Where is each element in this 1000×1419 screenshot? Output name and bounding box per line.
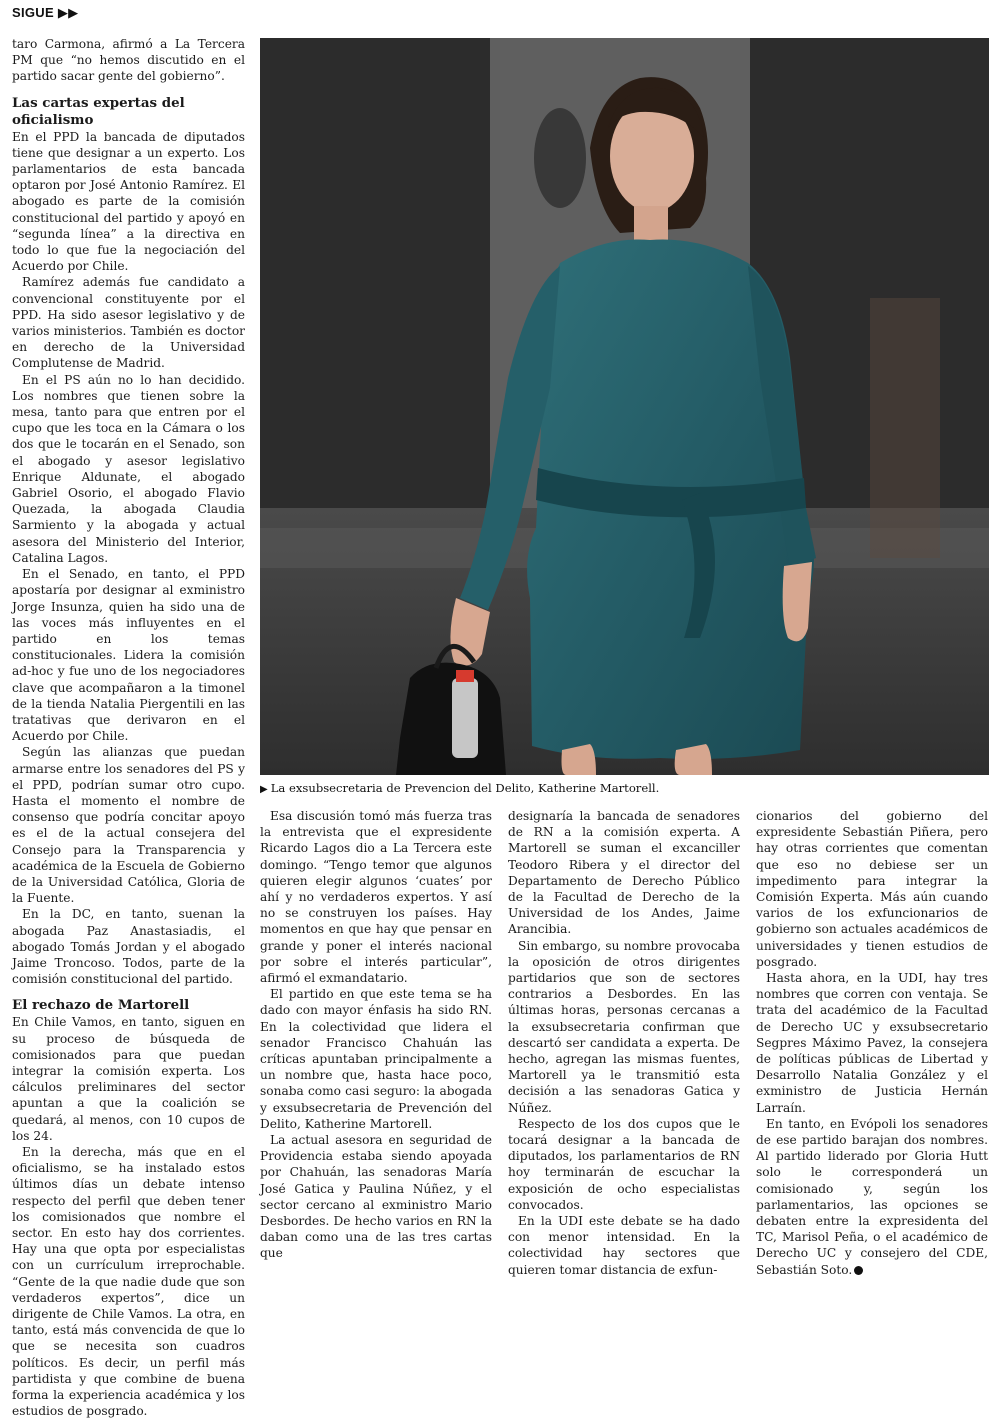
paragraph: taro Carmona, afirmó a La Tercera PM que “no hemos discutido en el partido sacar gente del gobierno”. bbox=[12, 37, 245, 84]
paragraph: En el PS aún no lo han decidido. Los nombres que tienen sobre la mesa, tanto para que entren por el cupo que les toca en la Cámara o los dos que le tocarán en el Senado, son el abogado y asesor legislativo Enrique Aldunate, el abogado Gabriel Osorio, el abogado Flavio Quezada, la abogada Claudia Sarmiento y la abogada y actual asesora del Ministerio del Interior, Catalina Lagos. bbox=[12, 372, 245, 565]
paragraph: Ramírez además fue candidato a convencional constituyente por el PPD. Ha sido asesor legislativo y de varios ministerios. También es doctor en derecho de la Universidad Complutense de Madrid. bbox=[12, 275, 245, 371]
subheading-cartas-expertas: Las cartas expertas del oficialismo bbox=[12, 94, 185, 128]
paragraph bbox=[756, 1116, 988, 1278]
paragraph: En la DC, en tanto, suenan la abogada Paz Anastasiadis, el abogado Tomás Jordan y el abogado Jaime Troncoso. Todos, parte de la comisión constitucional del partido. bbox=[12, 907, 245, 987]
paragraph: En Chile Vamos, en tanto, siguen en su proceso de búsqueda de comisionados para que puedan integrar la comisión experta. Los cálculos preliminares del sector apuntan a que la coalición se quedará, al menos, con 10 cupos de los 24. bbox=[12, 1015, 245, 1143]
article-column-4 bbox=[756, 808, 988, 1278]
photo-caption bbox=[260, 781, 989, 795]
sigue-label: SIGUE ▶▶ bbox=[12, 5, 79, 20]
article-photo bbox=[260, 38, 989, 775]
paragraph: Respecto de los dos cupos que le tocará designar a la bancada de diputados, los parlamentarios de RN hoy terminarán de escuchar la exposición de ocho especialistas convocados. bbox=[508, 1116, 740, 1212]
paragraph: En el PPD la bancada de diputados tiene que designar a un experto. Los parlamentarios de esta bancada optaron por José Antonio Ramírez. El abogado es parte de la comisión constitucional del partido y apoyó en “segunda línea” a la directiva en todo lo que fue la negociación del Acuerdo por Chile. bbox=[12, 129, 245, 274]
paragraph: cionarios del gobierno del expresidente Sebastián Piñera, pero hay otras corrientes que comentan que eso no debiese ser un impedimento para integrar la Comisión Experta. Más aún cuando varios de los exfuncionarios de gobierno son actuales académicos de universidades y tienen estudios de posgrado. bbox=[756, 809, 988, 969]
article-column-left bbox=[12, 36, 245, 1419]
paragraph: La actual asesora en seguridad de Providencia estaba siendo apoyada por Chahuán, las senadoras María José Gatica y Paulina Núñez, y el sector cercano al exministro Mario Desbordes. De hecho varios en RN la daban como una de las tres cartas que bbox=[260, 1133, 492, 1261]
end-of-article-icon bbox=[854, 1266, 863, 1275]
paragraph: El partido en que este tema se ha dado con mayor énfasis ha sido RN. En la colectividad que lidera el senador Francisco Chahuán las críticas apuntaban principalmente a un nombre que, hasta hace poco, sonaba como casi seguro: la abogada y exsubsecretaria de Prevención del Delito, Katherine Martorell. bbox=[260, 987, 492, 1131]
subheading-rechazo-martorell: El rechazo de Martorell bbox=[12, 997, 190, 1014]
photo-illustration bbox=[260, 38, 989, 775]
paragraph: Hasta ahora, en la UDI, hay tres nombres que corren con ventaja. Se trata del académico de la Facultad de Derecho UC y exsubsecretario Segpres Máximo Pavez, la consejera de políticas públicas de Libertad y Desarrollo Natalia González y el exministro de Justicia Hernán Larraín. bbox=[756, 971, 988, 1115]
paragraph: designaría la bancada de senadores de RN a la comisión experta. A Martorell se suman el excanciller Teodoro Ribera y el director del Departamento de Derecho Público de la Facultad de Derecho de la Universidad de los Andes, Jaime Arancibia. bbox=[508, 809, 740, 937]
caption-text: La exsubsecretaria de Prevencion del Delito, Katherine Martorell. bbox=[270, 781, 660, 795]
caption-arrow-icon: ▶ bbox=[260, 784, 268, 795]
article-column-3 bbox=[508, 808, 740, 1278]
paragraph-text: En tanto, en Evópoli los senadores de ese partido barajan dos nombres. Al partido liderado por Gloria Hutt solo le corresponderá un comisionado y, según los parlamentarios, las opciones se debaten entre la expresidenta del TC, Marisol Peña, o el académico de Derecho UC y consejero del CDE, Sebastián Soto. bbox=[756, 1116, 988, 1277]
article-column-2 bbox=[260, 808, 492, 1262]
paragraph: Sin embargo, su nombre provocaba la oposición de otros dirigentes partidarios que son de sectores contrarios a Desbordes. En las últimas horas, personas cercanas a la exsubsecretaria confirman que descartó ser candidata a experta. De hecho, agregan las mismas fuentes, Martorell ya le transmitió esta decisión a las senadoras Gatica y Núñez. bbox=[508, 938, 740, 1115]
paragraph: En el Senado, en tanto, el PPD apostaría por designar al exministro Jorge Insunza, quien ha sido una de las voces más influyentes en el partido en los temas constitucionales. Lidera la comisión ad-hoc y fue uno de los negociadores clave que acompañaron a la timonel de la tienda Natalia Piergentili en las tratativas que derivaron en el Acuerdo por Chile. bbox=[12, 567, 245, 744]
paragraph: En la derecha, más que en el oficialismo, se ha instalado estos últimos días un debate intenso respecto del perfil que deben tener los comisionados que nombre el sector. En esto hay dos corrientes. Hay una que opta por especialistas con un currículum irreprochable. “Gente de la que nadie dude que son verdaderos expertos”, dice un dirigente de Chile Vamos. La otra, en tanto, está más convencida de que lo que se necesita son cuadros políticos. Es decir, un perfil más partidista y que combine de buena forma la experiencia académica y los estudios de posgrado. bbox=[12, 1145, 245, 1419]
paragraph: En la UDI este debate se ha dado con menor intensidad. En la colectividad hay sectores que quieren tomar distancia de exfun- bbox=[508, 1214, 740, 1277]
paragraph: Según las alianzas que puedan armarse entre los senadores del PS y el PPD, podrían sumar otro cupo. Hasta el momento el nombre de consenso que podría concitar apoyo es el de la actual consejera del Consejo para la Transparencia y académica de la Escuela de Gobierno de la Universidad Católica, Gloria de la Fuente. bbox=[12, 745, 245, 906]
paragraph: Esa discusión tomó más fuerza tras la entrevista que el expresidente Ricardo Lagos dio a La Tercera este domingo. “Tengo temor que algunos quieren elegir algunos ‘cuates’ por ahí y no verdaderos expertos. Y así no se construyen los países. Hay momentos en que hay que pensar en grande y poner el interés nacional por sobre el interés particular”, afirmó el exmandatario. bbox=[260, 809, 492, 986]
